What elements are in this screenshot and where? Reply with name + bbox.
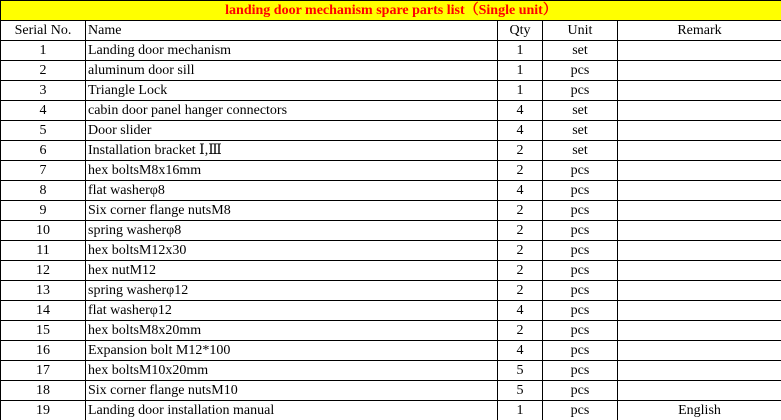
cell-name[interactable]: flat washerφ12 xyxy=(86,301,498,321)
cell-remark[interactable] xyxy=(618,341,781,361)
table-row xyxy=(1,81,781,101)
cell-serial[interactable]: 12 xyxy=(1,261,86,281)
cell-serial[interactable]: 4 xyxy=(1,101,86,121)
cell-remark[interactable] xyxy=(618,261,781,281)
table-row xyxy=(1,241,781,261)
cell-name[interactable]: hex boltsM8x16mm xyxy=(86,161,498,181)
table-row xyxy=(1,141,781,161)
cell-name[interactable]: flat washerφ8 xyxy=(86,181,498,201)
cell-remark[interactable] xyxy=(618,161,781,181)
cell-unit[interactable]: set xyxy=(543,141,618,161)
cell-name[interactable]: hex boltsM8x20mm xyxy=(86,321,498,341)
cell-name[interactable]: cabin door panel hanger connectors xyxy=(86,101,498,121)
cell-unit[interactable]: pcs xyxy=(543,61,618,81)
cell-name[interactable]: Installation bracket Ⅰ,Ⅲ xyxy=(86,141,498,161)
sheet-title[interactable]: landing door mechanism spare parts list（Single unit） xyxy=(1,1,781,21)
table-row xyxy=(1,361,781,381)
table-row xyxy=(1,381,781,401)
cell-serial[interactable]: 9 xyxy=(1,201,86,221)
table-row xyxy=(1,301,781,321)
cell-name[interactable]: spring washerφ8 xyxy=(86,221,498,241)
cell-qty[interactable]: 1 xyxy=(498,401,543,420)
cell-name[interactable]: Landing door installation manual xyxy=(86,401,498,420)
cell-qty[interactable]: 2 xyxy=(498,221,543,241)
cell-remark[interactable] xyxy=(618,101,781,121)
cell-qty[interactable]: 2 xyxy=(498,161,543,181)
cell-qty[interactable]: 5 xyxy=(498,381,543,401)
table-row xyxy=(1,41,781,61)
cell-serial[interactable]: 8 xyxy=(1,181,86,201)
cell-unit[interactable]: pcs xyxy=(543,161,618,181)
cell-serial[interactable]: 17 xyxy=(1,361,86,381)
cell-serial[interactable]: 18 xyxy=(1,381,86,401)
cell-remark[interactable] xyxy=(618,381,781,401)
cell-serial[interactable]: 3 xyxy=(1,81,86,101)
cell-remark[interactable] xyxy=(618,281,781,301)
table-row xyxy=(1,61,781,81)
header-qty[interactable]: Qty xyxy=(498,21,543,41)
table-row xyxy=(1,201,781,221)
cell-remark[interactable] xyxy=(618,301,781,321)
cell-serial[interactable]: 7 xyxy=(1,161,86,181)
cell-serial[interactable]: 5 xyxy=(1,121,86,141)
cell-remark[interactable] xyxy=(618,221,781,241)
cell-serial[interactable]: 2 xyxy=(1,61,86,81)
cell-name[interactable]: hex boltsM12x30 xyxy=(86,241,498,261)
table-row xyxy=(1,321,781,341)
cell-unit[interactable]: set xyxy=(543,101,618,121)
header-remark[interactable]: Remark xyxy=(618,21,781,41)
cell-name[interactable]: Expansion bolt M12*100 xyxy=(86,341,498,361)
table-row xyxy=(1,221,781,241)
cell-serial[interactable]: 13 xyxy=(1,281,86,301)
cell-qty[interactable]: 2 xyxy=(498,261,543,281)
cell-name[interactable]: Six corner flange nutsM10 xyxy=(86,381,498,401)
header-row xyxy=(1,21,781,41)
cell-serial[interactable]: 1 xyxy=(1,41,86,61)
cell-unit[interactable]: pcs xyxy=(543,401,618,420)
table-row xyxy=(1,341,781,361)
cell-unit[interactable]: pcs xyxy=(543,81,618,101)
cell-qty[interactable]: 5 xyxy=(498,361,543,381)
cell-name[interactable]: spring washerφ12 xyxy=(86,281,498,301)
cell-name[interactable]: Six corner flange nutsM8 xyxy=(86,201,498,221)
cell-remark[interactable] xyxy=(618,141,781,161)
cell-qty[interactable]: 4 xyxy=(498,181,543,201)
table-row xyxy=(1,281,781,301)
cell-qty[interactable]: 1 xyxy=(498,41,543,61)
cell-remark[interactable] xyxy=(618,361,781,381)
table-row xyxy=(1,181,781,201)
cell-qty[interactable]: 2 xyxy=(498,201,543,221)
cell-name[interactable]: Landing door mechanism xyxy=(86,41,498,61)
cell-qty[interactable]: 4 xyxy=(498,301,543,321)
cell-qty[interactable]: 2 xyxy=(498,321,543,341)
table-row xyxy=(1,261,781,281)
cell-remark[interactable]: English xyxy=(618,401,781,420)
cell-unit[interactable]: pcs xyxy=(543,321,618,341)
cell-qty[interactable]: 1 xyxy=(498,81,543,101)
cell-name[interactable]: hex boltsM10x20mm xyxy=(86,361,498,381)
cell-unit[interactable]: pcs xyxy=(543,281,618,301)
cell-unit[interactable]: pcs xyxy=(543,301,618,321)
cell-qty[interactable]: 4 xyxy=(498,101,543,121)
cell-unit[interactable]: pcs xyxy=(543,341,618,361)
header-serial[interactable]: Serial No. xyxy=(1,21,86,41)
table-row xyxy=(1,401,781,420)
cell-unit[interactable]: set xyxy=(543,41,618,61)
cell-name[interactable]: hex nutM12 xyxy=(86,261,498,281)
cell-qty[interactable]: 2 xyxy=(498,141,543,161)
cell-remark[interactable] xyxy=(618,121,781,141)
cell-unit[interactable]: pcs xyxy=(543,381,618,401)
cell-unit[interactable]: pcs xyxy=(543,201,618,221)
header-unit[interactable]: Unit xyxy=(543,21,618,41)
cell-serial[interactable]: 14 xyxy=(1,301,86,321)
cell-serial[interactable]: 15 xyxy=(1,321,86,341)
cell-serial[interactable]: 10 xyxy=(1,221,86,241)
cell-unit[interactable]: pcs xyxy=(543,261,618,281)
cell-unit[interactable]: pcs xyxy=(543,241,618,261)
cell-remark[interactable] xyxy=(618,61,781,81)
cell-remark[interactable] xyxy=(618,41,781,61)
title-row xyxy=(1,1,781,21)
table-row xyxy=(1,101,781,121)
table-row xyxy=(1,161,781,181)
cell-unit[interactable]: pcs xyxy=(543,361,618,381)
header-name[interactable]: Name xyxy=(86,21,498,41)
cell-remark[interactable] xyxy=(618,81,781,101)
table-row xyxy=(1,121,781,141)
cell-unit[interactable]: set xyxy=(543,121,618,141)
cell-serial[interactable]: 11 xyxy=(1,241,86,261)
cell-qty[interactable]: 2 xyxy=(498,281,543,301)
cell-qty[interactable]: 4 xyxy=(498,121,543,141)
cell-serial[interactable]: 19 xyxy=(1,401,86,420)
cell-qty[interactable]: 4 xyxy=(498,341,543,361)
cell-remark[interactable] xyxy=(618,181,781,201)
cell-unit[interactable]: pcs xyxy=(543,221,618,241)
cell-name[interactable]: aluminum door sill xyxy=(86,61,498,81)
parts-rows xyxy=(1,41,781,420)
cell-remark[interactable] xyxy=(618,241,781,261)
cell-name[interactable]: Triangle Lock xyxy=(86,81,498,101)
cell-remark[interactable] xyxy=(618,201,781,221)
cell-remark[interactable] xyxy=(618,321,781,341)
cell-unit[interactable]: pcs xyxy=(543,181,618,201)
cell-name[interactable]: Door slider xyxy=(86,121,498,141)
cell-serial[interactable]: 6 xyxy=(1,141,86,161)
cell-qty[interactable]: 2 xyxy=(498,241,543,261)
cell-qty[interactable]: 1 xyxy=(498,61,543,81)
cell-serial[interactable]: 16 xyxy=(1,341,86,361)
